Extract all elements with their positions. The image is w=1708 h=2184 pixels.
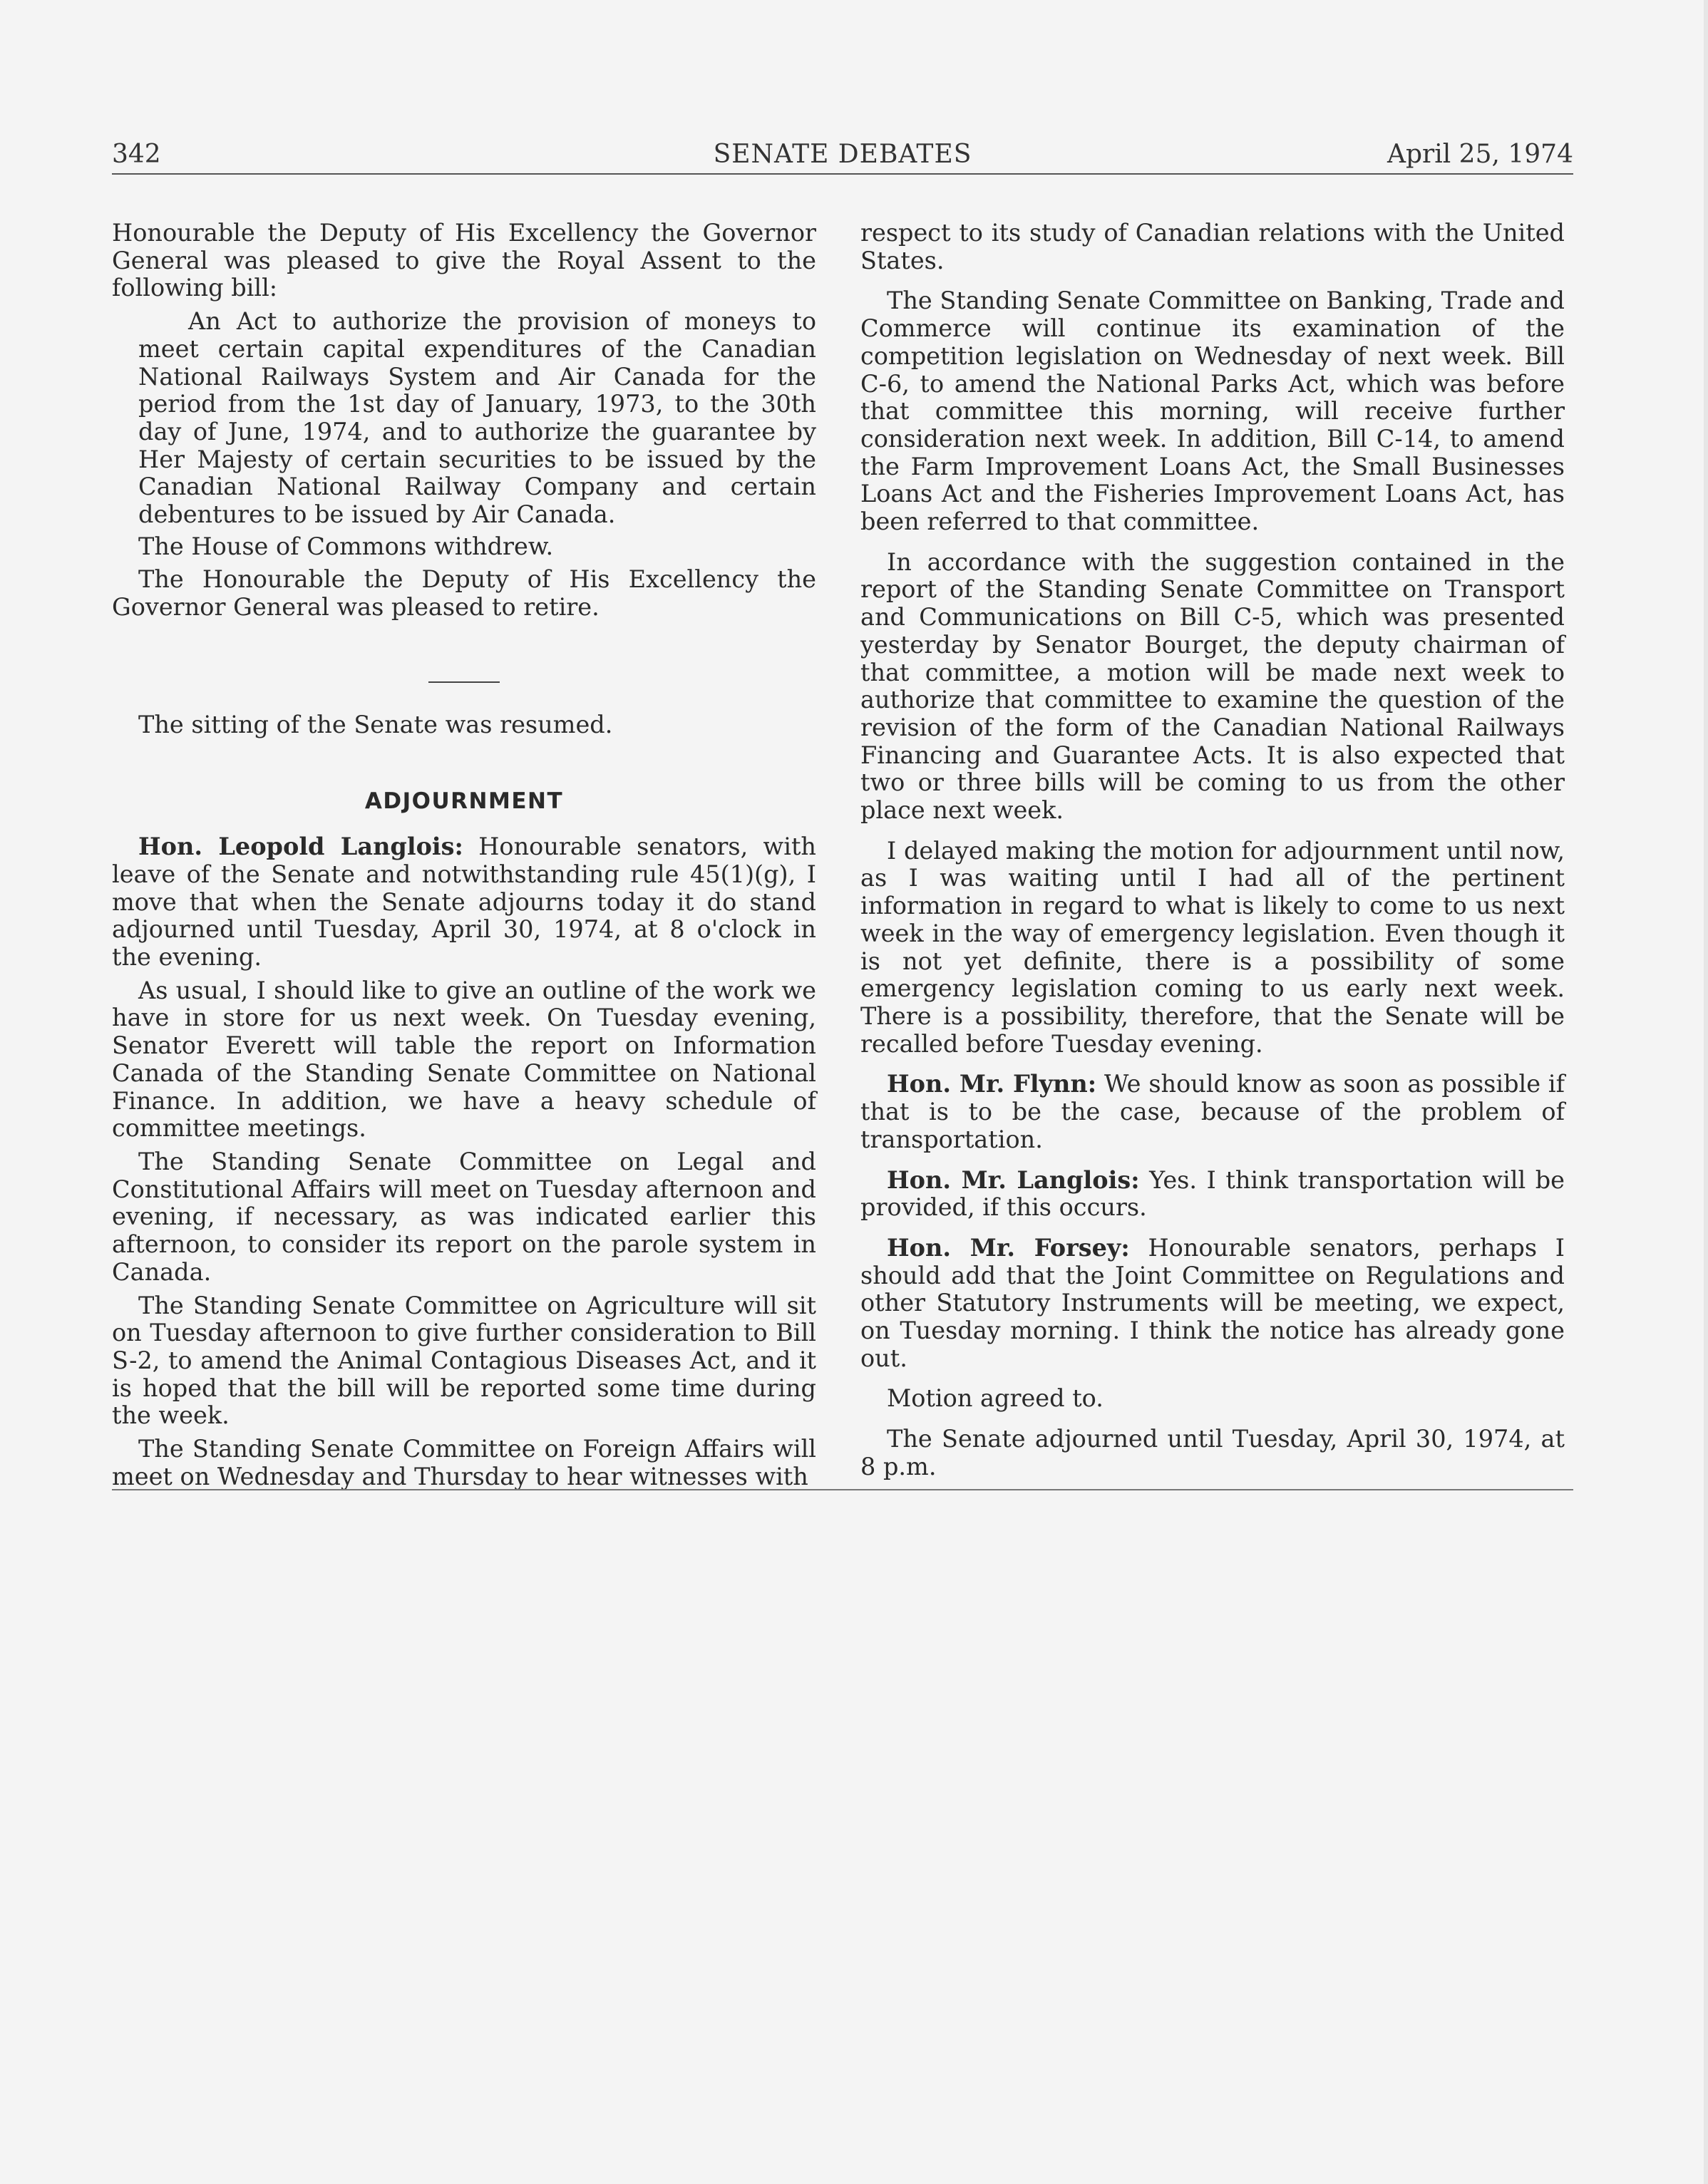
speech-paragraph (860, 1167, 1565, 1222)
speech-text: We should know as soon as possible if that is to be the case, because of the problem of transportation. (860, 1070, 1565, 1153)
speech-paragraph (112, 833, 816, 972)
speaker-name: Hon. Mr. Forsey: (887, 1233, 1130, 1262)
paragraph: The Standing Senate Committee on Agriculture will sit on Tuesday afternoon to give further consideration to Bill S-2, to amend the Animal Contagious Diseases Act, and it is hoped that the bill will be reported some time during the week. (112, 1291, 816, 1430)
paragraph: The sitting of the Senate was resumed. (138, 710, 613, 738)
paragraph: The Senate adjourned until Tuesday, April 30, 1974, at 8 p.m. (860, 1425, 1565, 1480)
footer-rule (112, 1489, 1573, 1490)
page-edge (1704, 0, 1708, 2184)
paragraph: The Standing Senate Committee on Legal and Constitutional Affairs will meet on Tuesday afternoon and evening, if necessary, as was indicated earlier this afternoon, to consider its report on the parole system in Canada. (112, 1147, 816, 1286)
left-column (112, 220, 816, 1496)
paragraph: The House of Commons withdrew. (138, 532, 554, 560)
paragraph: The Honourable the Deputy of His Excellency the Governor General was pleased to retire. (112, 565, 816, 622)
section-separator (428, 681, 500, 683)
page-header (112, 137, 1573, 172)
speech-text: Honourable senators, perhaps I should add that the Joint Committee on Regulations and other Statutory Instruments will be meeting, we expect, on Tuesday morning. I think the notice has already gone out. (860, 1233, 1565, 1372)
speaker-name: Hon. Mr. Langlois: (887, 1165, 1140, 1194)
speech-text: Yes. I think transportation will be provided, if this occurs. (860, 1165, 1565, 1222)
bill-title-quote: An Act to authorize the provision of moneys to meet certain capital expenditures of the Canadian National Railways System and Air Canada for the period from the 1st day of January, 1973, to the 30th day of June, 1974, and to authorize the guarantee by Her Majesty of certain securities to be issued by the Canadian National Railway Company and certain debentures to be issued by Air Canada. (138, 307, 816, 529)
speech-paragraph (860, 1235, 1565, 1373)
speaker-name: Hon. Mr. Flynn: (887, 1070, 1097, 1098)
speech-text: Honourable senators, with leave of the Senate and notwithstanding rule 45(1)(g), I move that when the Senate adjourns today it do stand adjourned until Tuesday, April 30, 1974, at 8 o'clock in the evening. (112, 833, 816, 972)
page-number: 342 (112, 140, 161, 169)
header-rule (112, 173, 1573, 175)
paragraph: In accordance with the suggestion contained in the report of the Standing Senate Committee on Transport and Communications on Bill C-5, which was presented yesterday by Senator Bourget, the deputy chairman of that committee, a motion will be made next week to authorize that committee to examine the question of the revision of the form of the Canadian National Railways Financing and Guarantee Acts. It is also expected that two or three bills will be coming to us from the other place next week. (860, 547, 1565, 825)
paragraph: Motion agreed to. (887, 1384, 1103, 1413)
paragraph: respect to its study of Canadian relations with the United States. (860, 219, 1565, 274)
section-heading: ADJOURNMENT (364, 788, 564, 814)
paragraph: The Standing Senate Committee on Banking, Trade and Commerce will continue its examination of the competition legislation on Wednesday of next week. Bill C-6, to amend the National Parks Act, which was before that committee this morning, will receive further consideration next week. In addition, Bill C-14, to amend the Farm Improvement Loans Act, the Small Businesses Loans Act and the Fisheries Improvement Loans Act, has been referred to that committee. (860, 287, 1565, 536)
publication-title: SENATE DEBATES (713, 140, 972, 169)
paragraph: The Standing Senate Committee on Foreign Affairs will meet on Wednesday and Thursday to hear witnesses with (112, 1435, 816, 1490)
speaker-name: Hon. Leopold Langlois: (138, 833, 463, 861)
header-date: April 25, 1974 (1387, 140, 1573, 169)
paragraph: As usual, I should like to give an outline of the work we have in store for us next week. On Tuesday evening, Senator Everett will table the report on Information Canada of the Standing Senate Committee on National Finance. In addition, we have a heavy schedule of committee meetings. (112, 976, 816, 1143)
paragraph: I delayed making the motion for adjournment until now, as I was waiting until I had all of the pertinent information in regard to what is likely to come to us next week in the way of emergency legislation. Even though it is not yet definite, there is a possibility of some emergency legislation coming to us early next week. There is a possibility, therefore, that the Senate will be recalled before Tuesday evening. (860, 836, 1565, 1058)
right-column (860, 220, 1565, 1494)
speech-paragraph (860, 1071, 1565, 1153)
paragraph: Honourable the Deputy of His Excellency the Governor General was pleased to give the Royal Assent to the following bill: (112, 219, 816, 302)
